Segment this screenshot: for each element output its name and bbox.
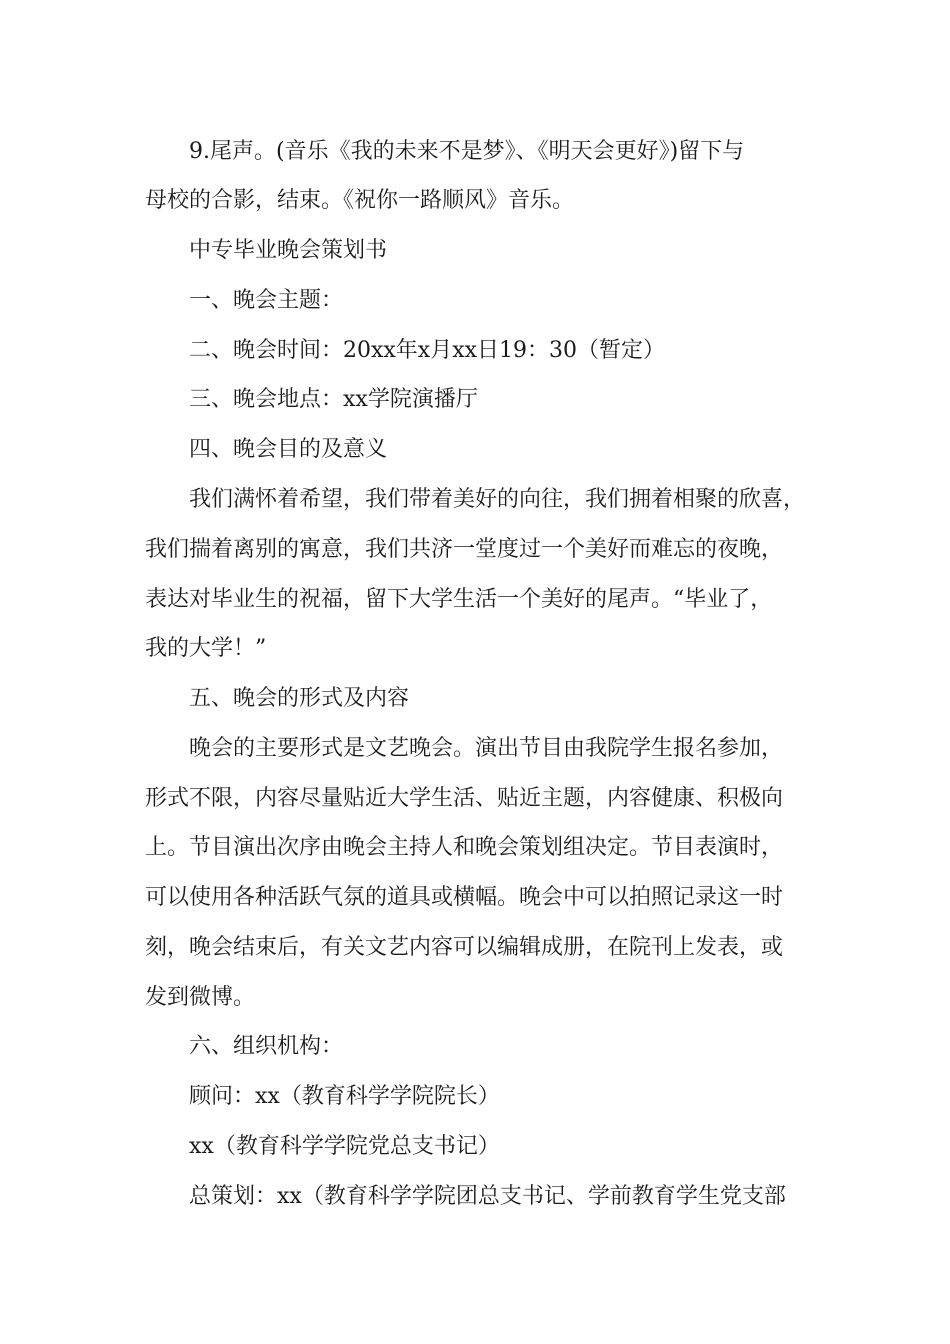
ending-item-line-1: 9.尾声。(音乐《我的未来不是梦》、《明天会更好》)留下与 [189, 139, 745, 164]
section-venue: 三、晚会地点：xx学院演播厅 [189, 387, 478, 412]
organization-chief-planner: 总策划：xx（教育科学学院团总支书记、学前教育学生党支部 [189, 1184, 786, 1209]
section-organization-heading: 六、组织机构： [189, 1034, 344, 1059]
purpose-paragraph-line-2: 我们揣着离别的寓意，我们共济一堂度过一个美好而难忘的夜晚， [145, 537, 784, 562]
section-time: 二、晚会时间：20xx年x月xx日19：30（暂定） [189, 338, 666, 363]
form-paragraph-line-5: 刻，晚会结束后，有关文艺内容可以编辑成册，在院刊上发表，或 [145, 935, 784, 960]
purpose-paragraph-line-4: 我的大学！” [145, 636, 267, 661]
form-paragraph-line-3: 上。节目演出次序由晚会主持人和晚会策划组决定。节目表演时， [145, 835, 784, 860]
organization-advisor-2: xx（教育科学学院党总支书记） [189, 1134, 500, 1159]
section-theme: 一、晚会主题： [189, 288, 344, 313]
plan-title: 中专毕业晚会策划书 [189, 238, 388, 263]
purpose-paragraph-line-1: 我们满怀着希望，我们带着美好的向往，我们拥着相聚的欣喜， [189, 487, 806, 512]
form-paragraph-line-2: 形式不限，内容尽量贴近大学生活、贴近主题，内容健康、积极向 [145, 786, 784, 811]
section-form-heading: 五、晚会的形式及内容 [189, 686, 410, 711]
organization-advisor-1: 顾问：xx（教育科学学院院长） [189, 1084, 500, 1109]
form-paragraph-line-6: 发到微博。 [145, 985, 256, 1010]
ending-item-line-2: 母校的合影，结束。《祝你一路顺风》音乐。 [145, 188, 575, 213]
form-paragraph-line-1: 晚会的主要形式是文艺晚会。演出节目由我院学生报名参加， [189, 736, 784, 761]
section-purpose-heading: 四、晚会目的及意义 [189, 437, 388, 462]
form-paragraph-line-4: 可以使用各种活跃气氛的道具或横幅。晚会中可以拍照记录这一时 [145, 885, 784, 910]
purpose-paragraph-line-3: 表达对毕业生的祝福，留下大学生活一个美好的尾声。“毕业了， [145, 587, 773, 612]
